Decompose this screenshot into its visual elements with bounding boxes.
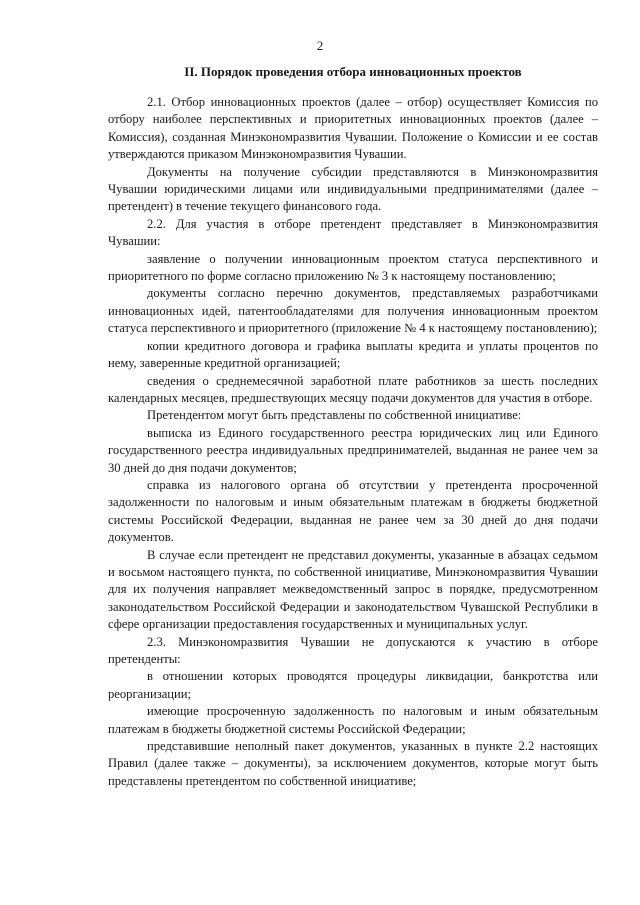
page-number: 2 [316,38,324,53]
paragraph: Претендентом могут быть представлены по собственной инициативе: [147,408,522,423]
paragraph: Документы на получение субсидии представляются в Минэкономразвития Чувашии юридическими лицами или индивидуальными предпринимателями (далее – претендент) в течение текущего финансового года. [108,164,598,214]
paragraph: в отношении которых проводятся процедуры ликвидации, банкротства или реорганизации; [108,669,598,701]
paragraph: документы согласно перечню документов, представляемых разработчиками инновационных идей, патентообладателями для получения инновационным проектом статуса перспективного и приоритетного (приложение № 4 к настоящему постановлению); [108,286,598,336]
paragraph: представившие неполный пакет документов, указанных в пункте 2.2 настоящих Правил (далее также – документы), за исключением документов, которые могут быть представлены претендентом по собственной инициативе; [108,739,598,788]
paragraph: выписка из Единого государственного реестра юридических лиц или Единого государственного реестра индивидуальных предпринимателей, выданная не ранее чем за 30 дней до дня подачи документов; [108,425,598,475]
paragraph: копии кредитного договора и графика выплаты кредита и уплаты процентов по нему, заверенные кредитной организацией; [108,338,598,371]
paragraph: 2.3. Минэкономразвития Чувашии не допускаются к участию в отборе претенденты: [108,634,598,666]
paragraph: 2.2. Для участия в отборе претендент представляет в Минэкономразвития Чувашии: [108,216,598,249]
document-body [108,94,598,790]
paragraph: 2.1. Отбор инновационных проектов (далее – отбор) осуществляет Комиссия по отбору наиболее перспективных и приоритетных инновационных проектов (далее – Комиссия), созданная Минэкономразвития Чувашии. Положение о Комиссии и ее состав утверждаются приказом Минэкономразвития Чувашии. [108,95,598,162]
paragraph: справка из налогового органа об отсутствии у претендента просроченной задолженности по налоговым и иным обязательным платежам в бюджеты бюджетной системы Российской Федерации, выданная не ранее чем за 30 дней до дня подачи документов. [108,477,598,545]
paragraph: В случае если претендент не представил документы, указанные в абзацах седьмом и восьмом настоящего пункта, по собственной инициативе, Минэкономразвития Чувашии для их получения направляет межведомственный запрос в порядке, предусмотренном законодательством Российской Федерации и законодательством Чувашской Республики в сфере организации предоставления государственных и муниципальных услуг. [108,547,598,632]
paragraph: заявление о получении инновационным проектом статуса перспективного и приоритетного по форме согласно приложению № 3 к настоящему постановлению; [108,251,598,284]
paragraph: имеющие просроченную задолженность по налоговым и иным обязательным платежам в бюджеты бюджетной системы Российской Федерации; [108,704,598,736]
paragraph: сведения о среднемесячной заработной плате работников за шесть последних календарных месяцев, предшествующих месяцу подачи документов для участия в отборе. [108,373,598,405]
section-title: II. Порядок проведения отбора инновационных проектов [184,64,522,79]
